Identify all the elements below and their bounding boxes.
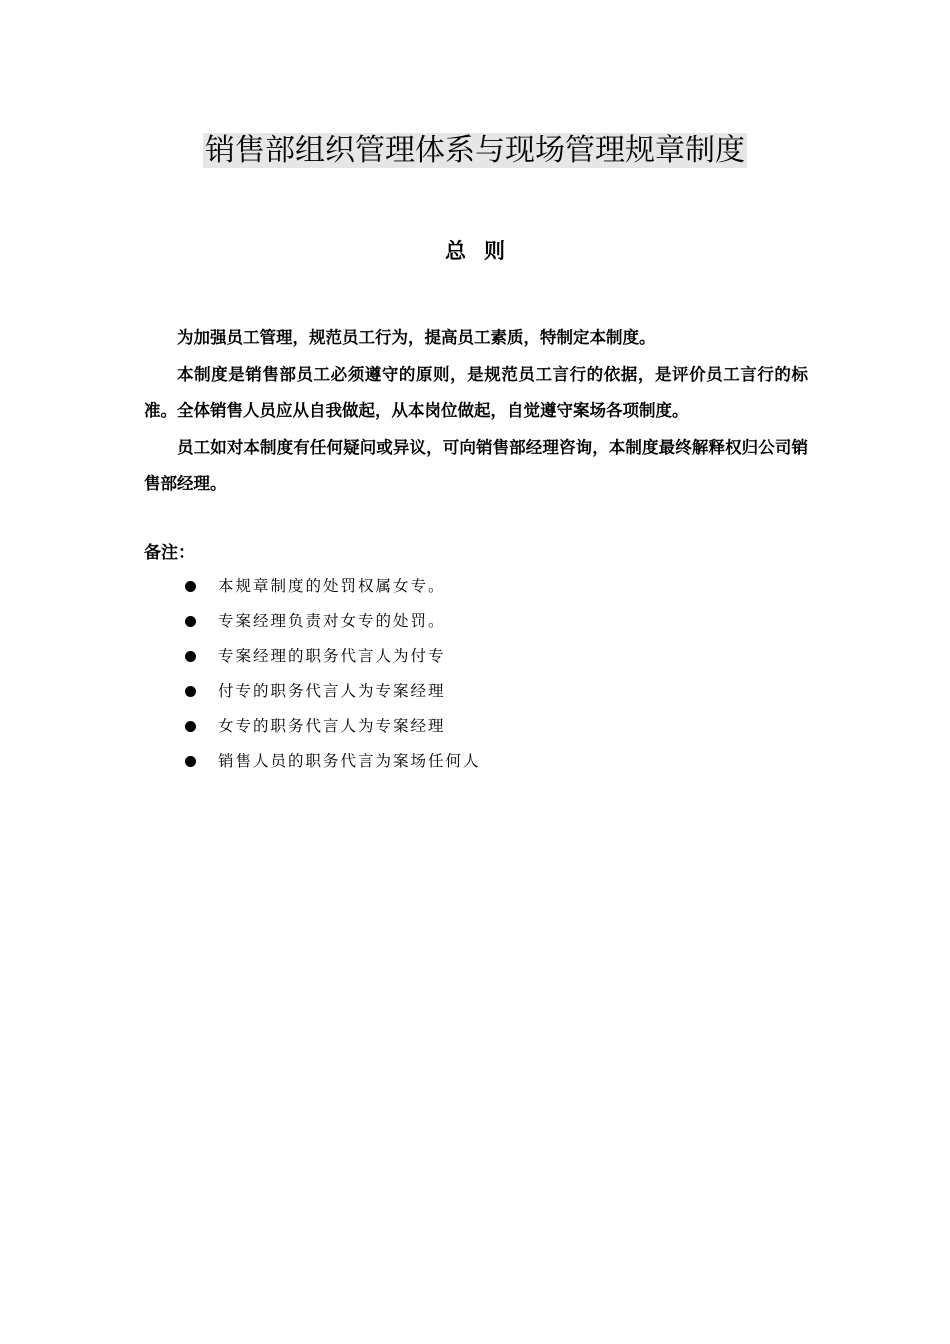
list-item xyxy=(180,744,481,779)
list-item xyxy=(180,639,481,674)
notes-list xyxy=(180,569,481,779)
list-item-text: 销售人员的职务代言为案场任何人 xyxy=(218,752,481,770)
bullet-icon xyxy=(185,721,196,732)
paragraph: 员工如对本制度有任何疑问或异议，可向销售部经理咨询，本制度最终解释权归公司销售部经理。 xyxy=(144,437,808,493)
list-item xyxy=(180,709,481,744)
bullet-icon xyxy=(185,686,196,697)
list-item-text: 本规章制度的处罚权属女专。 xyxy=(218,577,446,595)
list-item xyxy=(180,604,481,639)
bullet-icon xyxy=(185,616,196,627)
notes-label: 备注： xyxy=(144,543,195,563)
section-heading: 总则 xyxy=(445,239,523,263)
list-item-text: 专案经理的职务代言人为付专 xyxy=(218,647,446,665)
paragraph: 为加强员工管理，规范员工行为，提高员工素质，特制定本制度。 xyxy=(177,328,656,347)
document-title xyxy=(0,132,950,170)
bullet-icon xyxy=(185,756,196,767)
list-item-text: 专案经理负责对女专的处罚。 xyxy=(218,612,446,630)
list-item xyxy=(180,569,481,604)
body-text xyxy=(144,320,808,503)
paragraph: 本制度是销售部员工必须遵守的原则，是规范员工言行的依据，是评价员工言行的标准。全体销售人员应从自我做起，从本岗位做起，自觉遵守案场各项制度。 xyxy=(144,364,808,420)
document-title-text: 销售部组织管理体系与现场管理规章制度 xyxy=(205,133,745,168)
list-item xyxy=(180,674,481,709)
bullet-icon xyxy=(185,651,196,662)
list-item-text: 女专的职务代言人为专案经理 xyxy=(218,717,446,735)
bullet-icon xyxy=(185,581,196,592)
list-item-text: 付专的职务代言人为专案经理 xyxy=(218,682,446,700)
